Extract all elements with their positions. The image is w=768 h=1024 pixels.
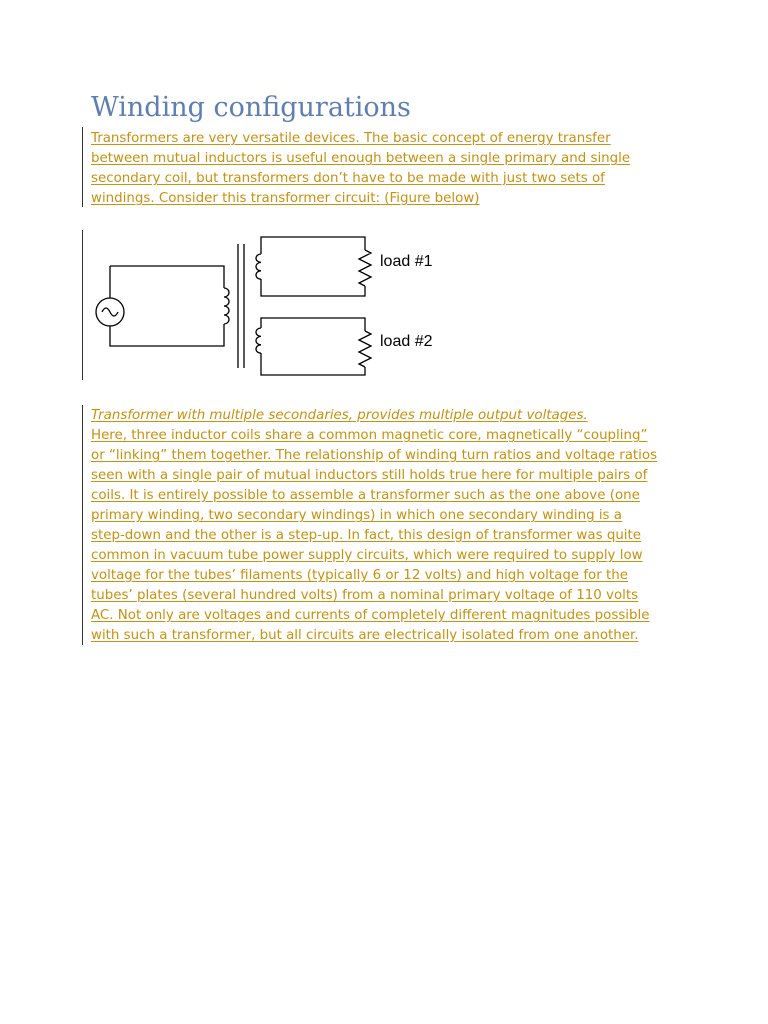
text-line: or “linking” them together. The relationship of winding turn ratios and voltage ratios xyxy=(91,448,658,463)
secondary-2-coil-icon xyxy=(256,328,261,353)
text-line: windings. Consider this transformer circuit: (Figure below) xyxy=(91,191,480,206)
page-title: Winding configurations xyxy=(91,92,411,123)
text-line: between mutual inductors is useful enough between a single primary and single xyxy=(91,151,631,166)
revision-bar xyxy=(82,230,83,380)
load-2-resistor-icon xyxy=(359,331,371,367)
text-line: Here, three inductor coils share a common magnetic core, magnetically “coupling” xyxy=(91,428,648,443)
text-line: with such a transformer, but all circuits are electrically isolated from one another. xyxy=(91,628,639,643)
load-2-label: load #2 xyxy=(380,333,433,350)
text-line: tubes’ plates (several hundred volts) from a nominal primary voltage of 110 volts xyxy=(91,588,639,603)
caption-line: Transformer with multiple secondaries, provides multiple output voltages. xyxy=(91,408,588,423)
figure-caption xyxy=(91,406,588,426)
body-paragraph xyxy=(91,426,657,646)
secondary-2-wire xyxy=(261,318,365,375)
text-line: common in vacuum tube power supply circuits, which were required to supply low xyxy=(91,548,643,563)
text-line: secondary coil, but transformers don’t have to be made with just two sets of xyxy=(91,171,605,186)
revision-bar xyxy=(82,405,83,645)
text-line: voltage for the tubes’ filaments (typically 6 or 12 volts) and high voltage for the xyxy=(91,568,628,583)
secondary-1-coil-icon xyxy=(256,254,261,279)
secondary-1-wire xyxy=(261,237,365,296)
primary-wire xyxy=(110,266,224,346)
text-line: coils. It is entirely possible to assemble a transformer such as the one above (one xyxy=(91,488,640,503)
text-line: Transformers are very versatile devices. The basic concept of energy transfer xyxy=(91,131,611,146)
primary-coil-icon xyxy=(224,288,229,324)
text-line: primary winding, two secondary windings) in which one secondary winding is a xyxy=(91,508,622,523)
text-line: seen with a single pair of mutual inductors still holds true here for multiple pairs of xyxy=(91,468,648,483)
text-line: AC. Not only are voltages and currents of completely different magnitudes possible xyxy=(91,608,650,623)
intro-paragraph xyxy=(91,129,630,209)
load-1-resistor-icon xyxy=(359,250,371,286)
load-1-label: load #1 xyxy=(380,253,433,270)
text-line: step-down and the other is a step-up. In fact, this design of transformer was quite xyxy=(91,528,642,543)
revision-bar xyxy=(82,127,83,207)
transformer-circuit-figure xyxy=(90,230,450,380)
